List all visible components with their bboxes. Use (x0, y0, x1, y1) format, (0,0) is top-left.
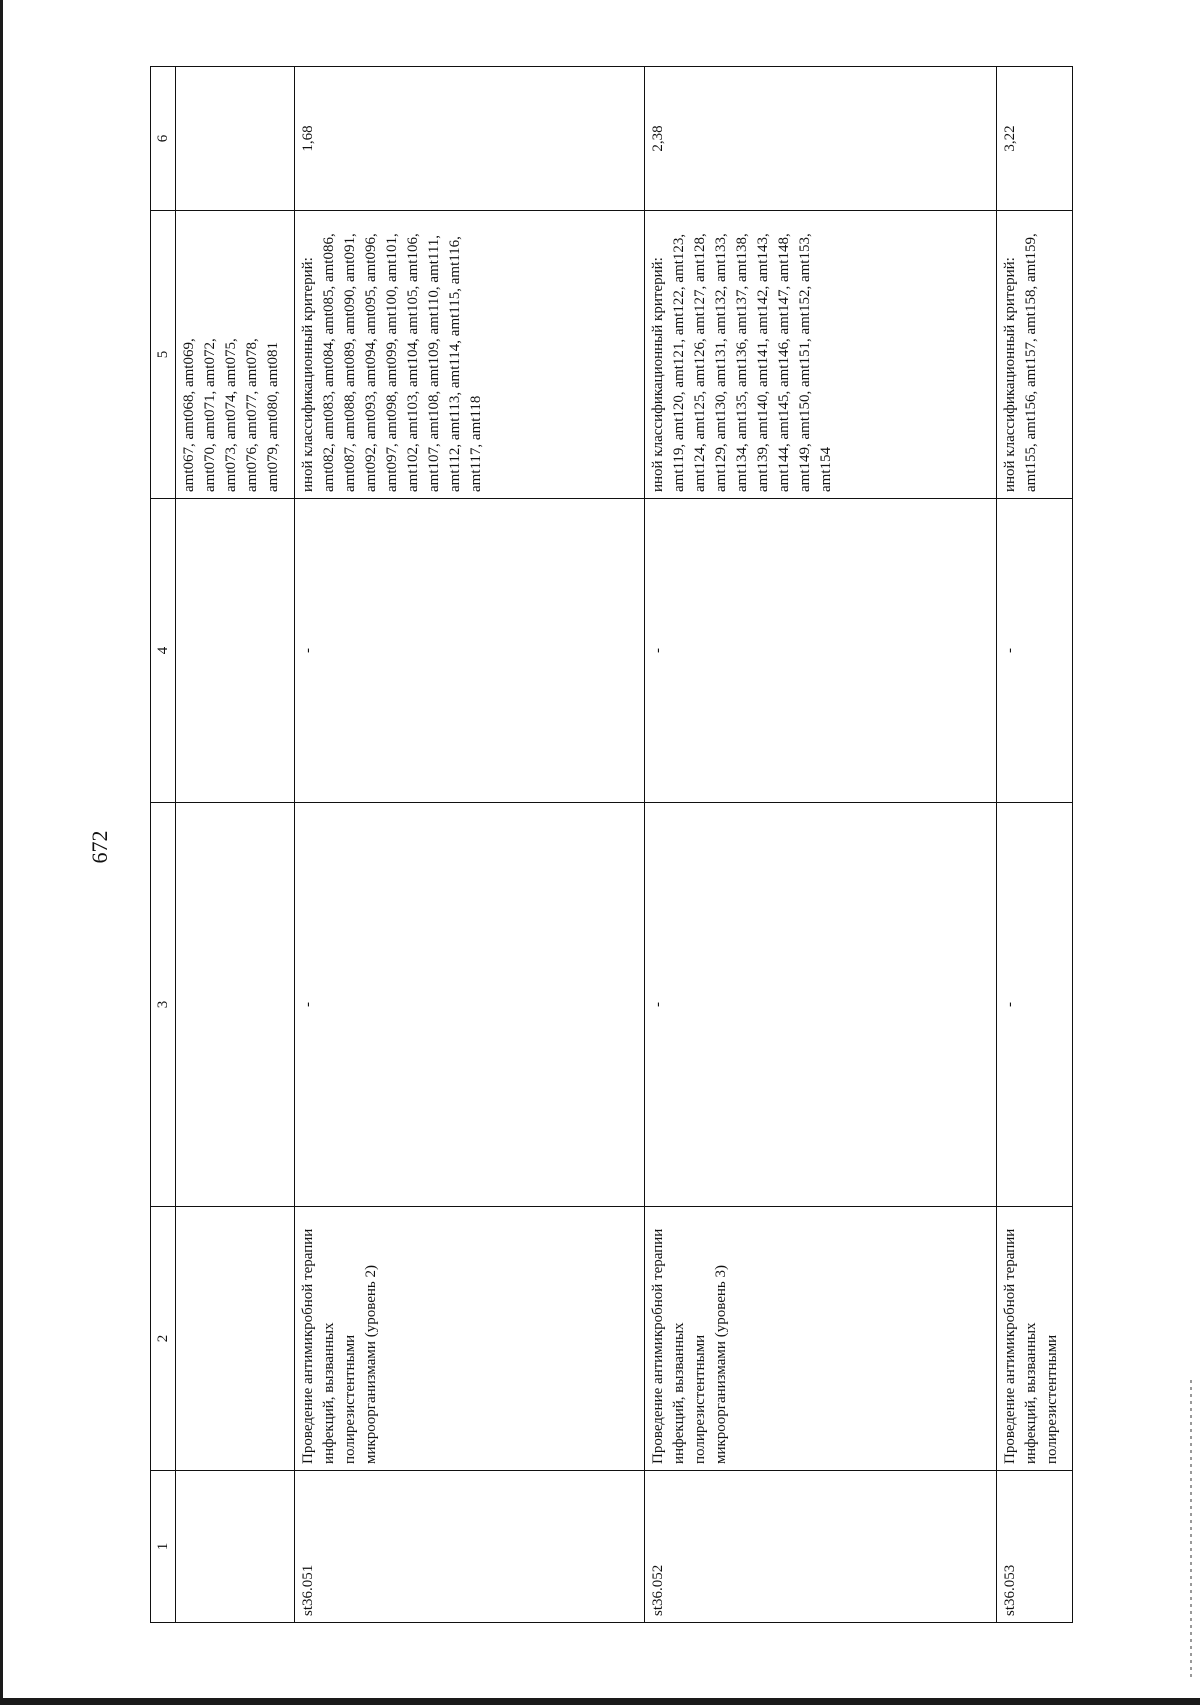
code-cell (176, 1471, 295, 1623)
column-header: 5 (151, 211, 176, 499)
column-header: 4 (151, 499, 176, 803)
col4-cell (176, 499, 295, 803)
criteria-cell: иной классификационный критерий: amt155, amt156, amt157, amt158, amt159, (997, 211, 1073, 499)
col3-cell (176, 803, 295, 1207)
coefficient-cell: 1,68 (295, 67, 645, 211)
coefficient-cell: 2,38 (645, 67, 997, 211)
tariff-table (150, 66, 1073, 1623)
table-row (997, 67, 1073, 1623)
col4-cell: - (295, 499, 645, 803)
scan-bottom-edge (0, 1698, 1200, 1705)
criteria-cell: иной классификационный критерий: amt082, amt083, amt084, amt085, amt086, amt087, amt088, amt089, amt090, amt091, amt092, amt093, amt094, amt095, amt096, amt097, amt098, amt099, amt100, amt101, amt102, amt103, amt104, amt105, amt106, amt107, amt108, amt109, amt110, amt111, amt112, amt113, amt114, amt115, amt116, amt117, amt118 (295, 211, 645, 499)
col4-cell: - (645, 499, 997, 803)
coefficient-cell (176, 67, 295, 211)
criteria-cell: иной классификационный критерий: amt119, amt120, amt121, amt122, amt123, amt124, amt125, amt126, amt127, amt128, amt129, amt130, amt131, amt132, amt133, amt134, amt135, amt136, amt137, amt138, amt139, amt140, amt141, amt142, amt143, amt144, amt145, amt146, amt147, amt148, amt149, amt150, amt151, amt152, amt153, amt154 (645, 211, 997, 499)
table-row (645, 67, 997, 1623)
scan-left-edge (0, 0, 3, 1705)
criteria-cell: amt067, amt068, amt069, amt070, amt071, amt072, amt073, amt074, amt075, amt076, amt077, amt078, amt079, amt080, amt081 (176, 211, 295, 499)
col4-cell: - (997, 499, 1073, 803)
col3-cell: - (295, 803, 645, 1207)
name-cell: Проведение антимикробной терапии инфекций, вызванных полирезистентными микроорганизмами (уровень 2) (295, 1207, 645, 1471)
table-row (176, 67, 295, 1623)
page-number: 672 (87, 830, 112, 864)
coefficient-cell: 3,22 (997, 67, 1073, 211)
column-header: 2 (151, 1207, 176, 1471)
col3-cell: - (997, 803, 1073, 1207)
column-header: 6 (151, 67, 176, 211)
scan-right-edge (1190, 1380, 1192, 1680)
tariff-table-rotated (150, 67, 1072, 1623)
name-cell: Проведение антимикробной терапии инфекций, вызванных полирезистентными микроорганизмами (уровень 3) (645, 1207, 997, 1471)
table-header-row (151, 67, 176, 1623)
code-cell: st36.052 (645, 1471, 997, 1623)
column-header: 3 (151, 803, 176, 1207)
name-cell: Проведение антимикробной терапии инфекций, вызванных полирезистентными (997, 1207, 1073, 1471)
col3-cell: - (645, 803, 997, 1207)
name-cell (176, 1207, 295, 1471)
code-cell: st36.053 (997, 1471, 1073, 1623)
column-header: 1 (151, 1471, 176, 1623)
code-cell: st36.051 (295, 1471, 645, 1623)
table-row (295, 67, 645, 1623)
